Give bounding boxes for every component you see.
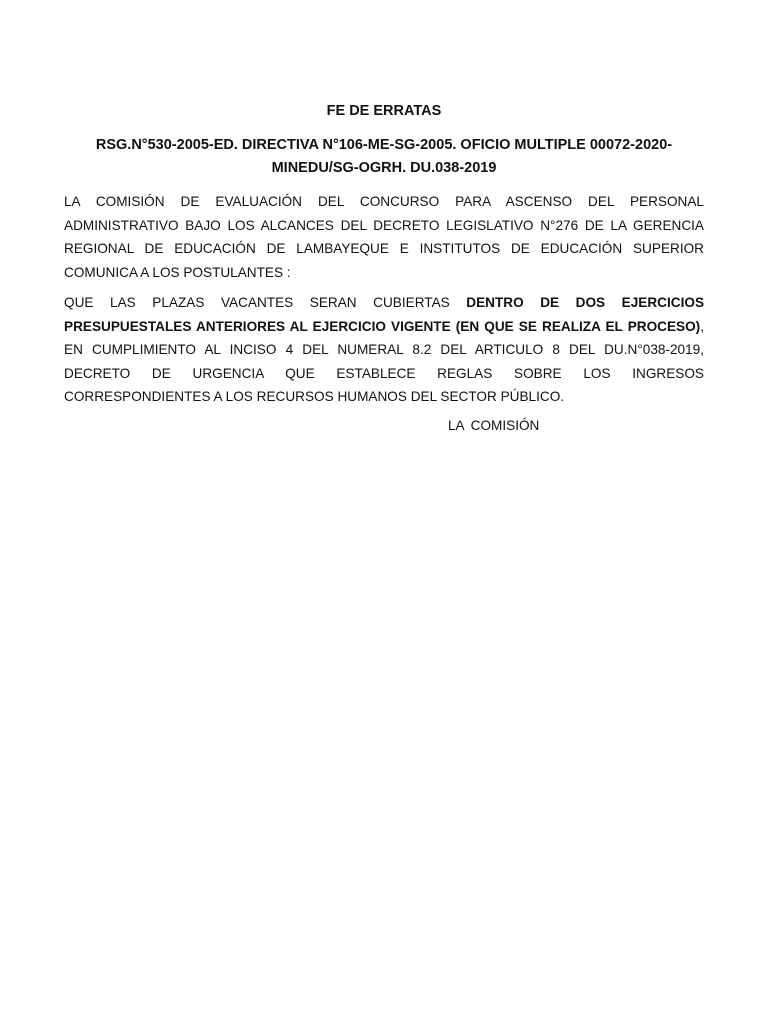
- paragraph-details-intro: QUE LAS PLAZAS VACANTES SERAN CUBIERTAS: [64, 295, 467, 310]
- document-title: FE DE ERRATAS: [326, 103, 442, 119]
- signature: LA COMISIÓN: [448, 418, 540, 433]
- paragraph-details-emphasis: DENTRO DE DOS EJERCICIOS PRESUPUESTALES ANTERIORES AL EJERCICIO VIGENTE (EN QUE SE REALIZA EL PROCESO): [64, 295, 705, 334]
- paragraph-details: [64, 291, 704, 409]
- document-subtitle: RSG.N°530-2005-ED. DIRECTIVA N°106-ME-SG-2005. OFICIO MULTIPLE 00072-2020-MINEDU/SG-OGRH. DU.038-2019: [95, 137, 673, 176]
- paragraph-details-rest: , EN CUMPLIMIENTO AL INCISO 4 DEL NUMERAL 8.2 DEL ARTICULO 8 DEL DU.N°038-2019, DECRETO DE URGENCIA QUE ESTABLECE REGLAS SOBRE LOS INGRESOS CORRESPONDIENTES A LOS RECURSOS HUMANOS DEL SECTOR PÚBLICO.: [64, 318, 704, 404]
- paragraph-announcement: LA COMISIÓN DE EVALUACIÓN DEL CONCURSO PARA ASCENSO DEL PERSONAL ADMINISTRATIVO BAJO LOS ALCANCES DEL DECRETO LEGISLATIVO N°276 DE LA GERENCIA REGIONAL DE EDUCACIÓN DE LAMBAYEQUE E INSTITUTOS DE EDUCACIÓN SUPERIOR COMUNICA A LOS POSTULANTES :: [64, 194, 704, 280]
